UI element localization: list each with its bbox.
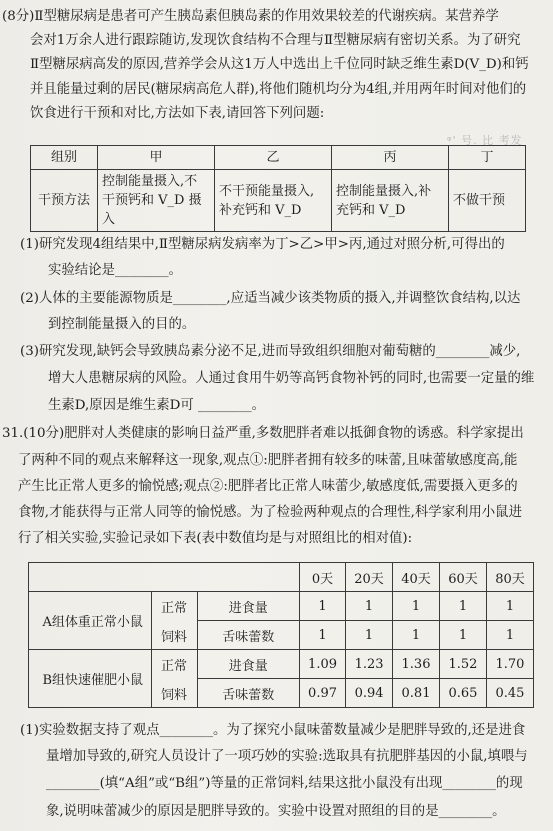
cell-yi [215, 170, 332, 232]
header-cell: 组别 [31, 146, 98, 170]
value-cell: 0.94 [346, 679, 393, 708]
day-header: 0天 [300, 563, 346, 592]
table-header-row [31, 146, 526, 170]
feed-cell [151, 592, 197, 650]
value-cell: 1.36 [393, 650, 440, 679]
value-cell: 0.81 [393, 679, 440, 708]
q31-line-5: 行了相关实验,实验记录如下表(表中数值均是与对照组比的相对值): [18, 531, 413, 546]
header-empty-cell [151, 563, 197, 592]
cell-line: 控制能量摄入,补 [336, 183, 432, 199]
cell-line: 充钙和 V_D [336, 202, 406, 218]
day-header: 20天 [346, 563, 393, 592]
q1-line-2: 实验结论是________。 [48, 263, 182, 278]
value-cell: 1 [346, 592, 393, 621]
table-row [29, 650, 534, 679]
feed-cell [151, 650, 197, 708]
header-cell: 乙 [215, 146, 332, 170]
header-cell: 丁 [449, 146, 526, 170]
q31-1-line-4: 象,说明味蕾减少的原因是肥胖导致的。实验中设置对照组的目的是________。 [46, 804, 506, 819]
value-cell: 1 [393, 621, 440, 650]
table-row [31, 170, 526, 232]
value-cell: 0.97 [300, 679, 346, 708]
q2-line-1: (2)人体的主要能源物质是________,应适当减少该类物质的摄入,并调整饮食结构,以达 [20, 291, 521, 306]
intro-line-4: 并且能量过剩的居民(糖尿病高危人群),将他们随机均分为4组,并用两年时间对他们的 [30, 82, 527, 97]
value-cell: 1.23 [346, 650, 393, 679]
cell-line: 控制能量摄入,不 [102, 174, 198, 189]
intro-line-5: 饮食进行干预和对比,方法如下表,请回答下列问题: [30, 106, 325, 121]
value-cell: 1 [486, 592, 533, 621]
q3-line-1: (3)研究发现,缺钙会导致胰岛素分泌不足,进而导致组织细胞对葡萄糖的________减少, [20, 344, 521, 359]
cell-line: 干预钙和 V_D 摄入 [102, 193, 202, 227]
table-header-row [29, 563, 534, 592]
measure-label: 舌味蕾数 [197, 621, 300, 650]
intervention-table [30, 145, 526, 232]
row-label: 干预方法 [31, 170, 98, 232]
day-header: 60天 [440, 563, 487, 592]
q31-line-2: 了两种不同的观点来解释这一现象,观点①:肥胖者拥有较多的味蕾,且味蕾敏感度高,能 [18, 453, 518, 468]
value-cell: 1.52 [440, 650, 487, 679]
q31-1-line-3: ________(填“A组”或“B组”)等量的正常饲料,结果这批小鼠没有出现________的现 [46, 776, 523, 791]
measure-label: 进食量 [197, 650, 300, 679]
intro-line-2: 会对1万余人进行跟踪随访,发现饮食结构不合理与Ⅱ型糖尿病有密切关系。为了研究 [30, 33, 521, 48]
value-cell: 1.09 [300, 650, 346, 679]
q31-1-line-1: (1)实验数据支持了观点________。为了探究小鼠味蕾数量减少是肥胖导致的,还是进食 [20, 723, 526, 738]
header-cell: 丙 [332, 146, 449, 170]
q3-line-3: 生素D,原因是维生素D可 ________。 [48, 398, 265, 413]
value-cell: 1 [346, 621, 393, 650]
value-cell: 1 [440, 592, 487, 621]
table-row [29, 592, 534, 621]
feed-line: 饲料 [160, 629, 187, 645]
cell-line: 不做干预 [453, 193, 506, 208]
q31-line-1: 31.(10分)肥胖对人类健康的影响日益严重,多数肥胖者难以抵御食物的诱惑。科学家提出 [2, 426, 524, 441]
intro-line-1: (8分)Ⅱ型糖尿病是患者可产生胰岛素但胰岛素的作用效果较差的代谢疾病。某营养学 [2, 9, 499, 24]
mouse-experiment-table [28, 562, 534, 708]
header-empty-cell [197, 563, 300, 592]
value-cell: 1 [300, 621, 346, 650]
value-cell: 0.65 [440, 679, 487, 708]
cell-bing [332, 170, 449, 232]
value-cell: 1 [486, 621, 533, 650]
header-cell: 甲 [98, 146, 215, 170]
intro-line-3: Ⅱ型糖尿病高发的原因,营养学会从这1万人中选出上千位同时缺乏维生素D(V_D)和钙 [30, 57, 529, 72]
q31-line-4: 食物,才能获得与正常人同等的愉悦感。为了检验两种观点的合理性,科学家利用小鼠进 [18, 505, 522, 520]
feed-line: 正常 [160, 658, 187, 674]
value-cell: 1 [300, 592, 346, 621]
q2-line-2: 到控制能量摄入的目的。 [48, 317, 196, 332]
header-empty-cell [29, 563, 152, 592]
cell-jia [98, 170, 215, 232]
value-cell: 0.45 [486, 679, 533, 708]
measure-label: 进食量 [197, 592, 300, 621]
day-header: 80天 [486, 563, 533, 592]
value-cell: 1 [440, 621, 487, 650]
feed-line: 正常 [160, 600, 187, 616]
q31-line-3: 产生比正常人更多的愉悦感;观点②:肥胖者比正常人味蕾少,敏感度低,需要摄入更多的 [18, 479, 518, 494]
group-label: B组快速催肥小鼠 [29, 650, 152, 708]
cell-line: 补充钙和 V_D [219, 202, 302, 218]
cell-line: 不干预能量摄入, [219, 183, 315, 199]
q1-line-1: (1)研究发现4组结果中,Ⅱ型糖尿病发病率为丁>乙>甲>丙,通过对照分析,可得出的 [20, 237, 505, 252]
measure-label: 舌味蕾数 [197, 679, 300, 708]
day-header: 40天 [393, 563, 440, 592]
feed-line: 饲料 [160, 687, 187, 703]
cell-ding [449, 170, 526, 232]
watermark: ᵠ' 号. 比 考发 [447, 134, 523, 147]
q3-line-2: 增大人患糖尿病的风险。人通过食用牛奶等高钙食物补钙的同时,也需要一定量的维 [48, 371, 535, 386]
q31-1-line-2: 量增加导致的,研究人员设计了一项巧妙的实验:选取具有抗肥胖基因的小鼠,填喂与 [46, 749, 528, 764]
group-label: A组体重正常小鼠 [29, 592, 152, 650]
value-cell: 1.70 [486, 650, 533, 679]
value-cell: 1 [393, 592, 440, 621]
